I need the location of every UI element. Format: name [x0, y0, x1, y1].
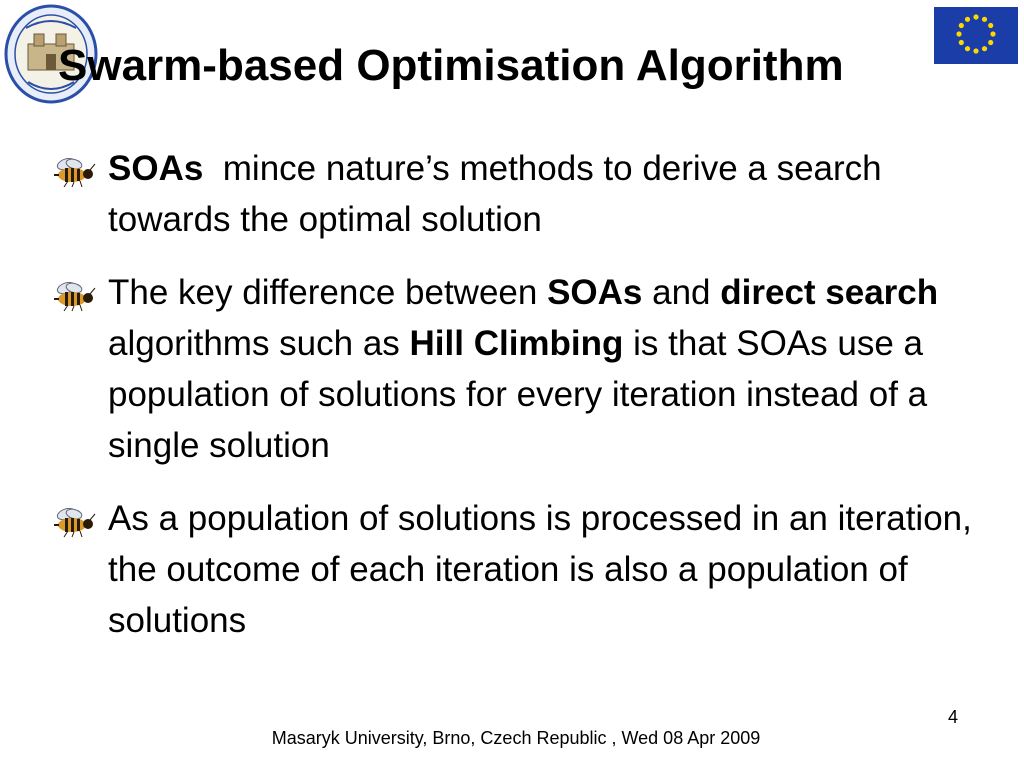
bullet-item: [50, 493, 980, 646]
bullet-2-text-1: The key difference between: [108, 273, 548, 312]
bullet-2-text-5: algorithms such as: [108, 273, 948, 363]
footer: Masaryk University, Brno, Czech Republic , Wed 08 Apr 2009: [271, 728, 761, 748]
page-number: 4: [948, 707, 959, 727]
bullet-2-text-4: direct search: [720, 273, 939, 312]
slide-title: Swarm-based Optimisation Algorithm: [58, 41, 844, 90]
bullet-1-text-1: SOAs: [108, 149, 204, 188]
bullet-2-text-7: is that SOAs use a population of solutions for every iteration instead of a single solution: [108, 324, 937, 465]
bullet-2-text-6: Hill Climbing: [409, 324, 624, 363]
bullet-2-text-3: and: [642, 273, 721, 312]
bullet-3-text-1: As a population of solutions is processed in an iteration, the outcome of each iteration is also a population of solutions: [108, 499, 972, 640]
bullet-item: [50, 267, 980, 471]
bullet-1-text-2: mince nature’s methods to derive a search towards the optimal solution: [108, 149, 892, 239]
bullet-2-text-2: SOAs: [547, 273, 643, 312]
bullet-list: [50, 143, 980, 668]
bee-icon: [50, 275, 96, 305]
bee-icon: [50, 501, 96, 531]
bee-icon: [50, 151, 96, 181]
bullet-item: [50, 143, 980, 245]
